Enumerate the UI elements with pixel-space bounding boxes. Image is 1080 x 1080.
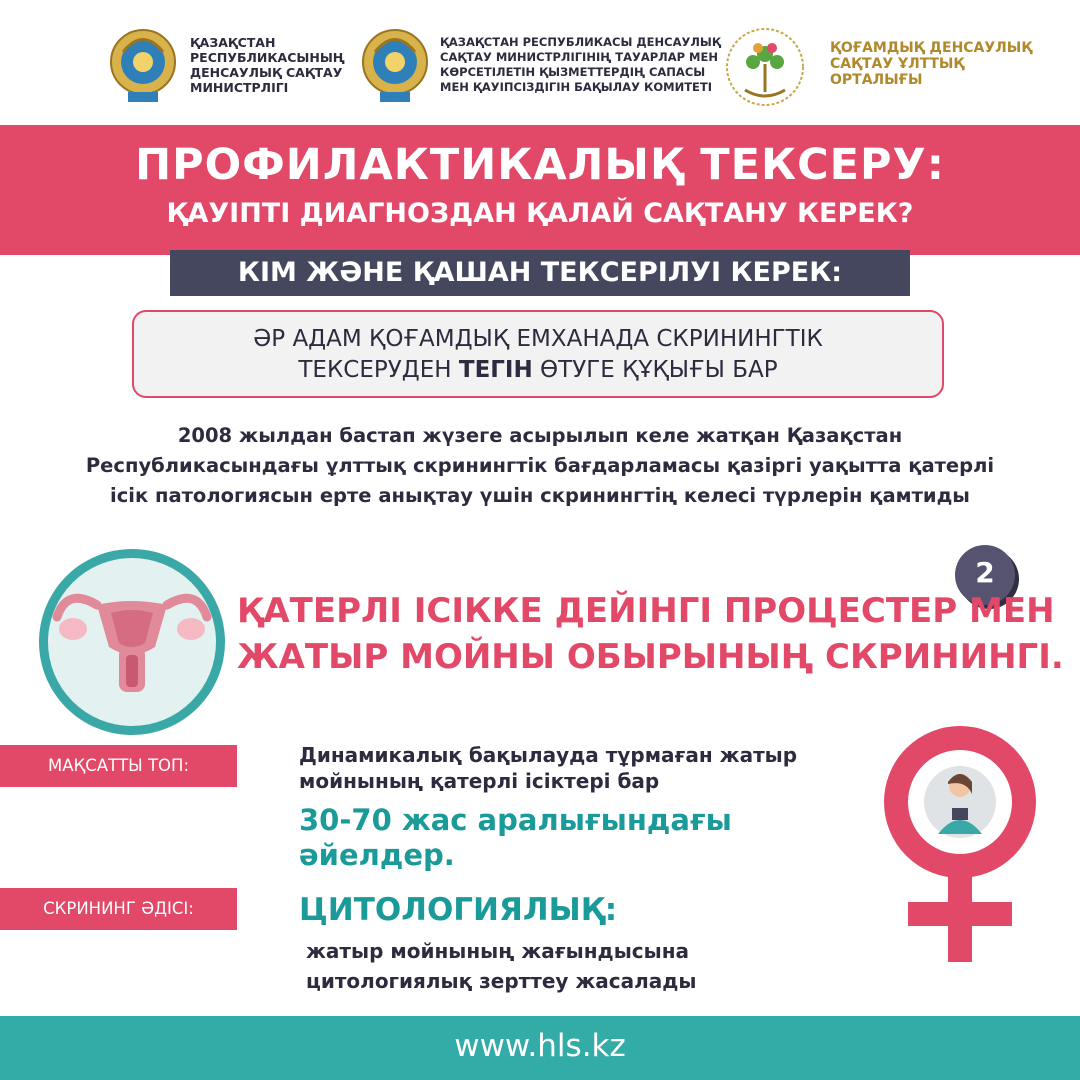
intro-line: 2008 жылдан бастап жүзеге асырылып келе жатқан Қазақстан (177, 424, 903, 447)
box-text: ӨТУГЕ ҚҰҚЫҒЫ БАР (532, 357, 778, 383)
box-text: ТЕКСЕРУДЕН (298, 357, 459, 383)
footer-url[interactable]: www.hls.kz (0, 1016, 1080, 1080)
free-emphasis: ТЕГІН (458, 357, 533, 383)
hls-logo-icon (720, 22, 810, 106)
method-line: жатыр мойнының жағындысына (306, 939, 690, 963)
center-line: ҚОҒАМДЫҚ ДЕНСАУЛЫҚ (830, 40, 1033, 56)
ministry-line: РЕСПУБЛИКАСЫНЫҢ (190, 50, 345, 65)
intro-line: ісік патологиясын ерте анықтау үшін скринингтің келесі түрлерін қамтиды (110, 484, 970, 507)
screening-title-line: ЖАТЫР МОЙНЫ ОБЫРЫНЫҢ СКРИНИНГІ. (237, 637, 1064, 677)
method-title: ЦИТОЛОГИЯЛЫҚ: (299, 892, 618, 928)
female-symbol-icon (870, 722, 1050, 972)
box-line: ӘР АДАМ ҚОҒАМДЫҚ ЕМХАНАДА СКРИНИНГТІК (253, 326, 823, 352)
method-line: цитологиялық зерттеу жасалады (306, 969, 697, 993)
committee-line: ҚАЗАҚСТАН РЕСПУБЛИКАСЫ ДЕНСАУЛЫҚ (440, 35, 721, 49)
ministry-line: МИНИСТРЛІГІ (190, 80, 289, 95)
page-subtitle: ҚАУІПТІ ДИАГНОЗДАН ҚАЛАЙ САҚТАНУ КЕРЕК? (166, 198, 914, 229)
ministry-name (190, 35, 345, 95)
target-line: мойнының қатерлі ісіктері бар (299, 769, 660, 793)
committee-line: МЕН ҚАУІПСІЗДІГІН БАҚЫЛАУ КОМИТЕТІ (440, 80, 713, 94)
target-group-label: МАҚСАТТЫ ТОП: (0, 745, 237, 787)
screening-method-label: СКРИНИНГ ӘДІСІ: (0, 888, 237, 930)
method-description (306, 936, 697, 996)
target-age-range (299, 803, 732, 873)
box-line (134, 355, 942, 386)
who-when-heading: КІМ ЖӘНЕ ҚАШАН ТЕКСЕРІЛУІ КЕРЕК: (170, 250, 910, 296)
center-line: ОРТАЛЫҒЫ (830, 72, 923, 88)
screening-title (237, 588, 1064, 680)
center-line: САҚТАУ ҰЛТТЫҚ (830, 56, 965, 72)
target-em-line: әйелдер. (299, 838, 455, 872)
ministry-line: ДЕНСАУЛЫҚ САҚТАУ (190, 65, 343, 80)
kz-emblem-icon (108, 22, 178, 106)
screening-number-badge: 2 (955, 545, 1015, 605)
hls-center-name (830, 40, 1032, 88)
target-em-line: 30-70 жас аралығындағы (299, 803, 732, 837)
committee-line: САҚТАУ МИНИСТРЛІГІНІҢ ТАУАРЛАР МЕН (440, 50, 718, 64)
page-title: ПРОФИЛАКТИКАЛЫҚ ТЕКСЕРУ: (135, 140, 945, 190)
committee-name (440, 35, 721, 95)
screening-title-line: ҚАТЕРЛІ ІСІККЕ ДЕЙІНГІ ПРОЦЕСТЕР МЕН (237, 591, 1055, 631)
committee-line: КӨРСЕТІЛЕТІН ҚЫЗМЕТТЕРДІҢ САПАСЫ (440, 65, 706, 79)
intro-paragraph (0, 421, 1080, 511)
free-screening-box (132, 310, 944, 398)
target-group-text (299, 742, 797, 794)
target-line: Динамикалық бақылауда тұрмаған жатыр (299, 743, 798, 767)
intro-line: Республикасындағы ұлттық скринингтік бағдарламасы қазіргі уақытта қатерлі (85, 454, 995, 477)
uterus-icon (37, 547, 227, 737)
ministry-line: ҚАЗАҚСТАН (190, 35, 276, 50)
kz-emblem-icon (360, 22, 430, 106)
